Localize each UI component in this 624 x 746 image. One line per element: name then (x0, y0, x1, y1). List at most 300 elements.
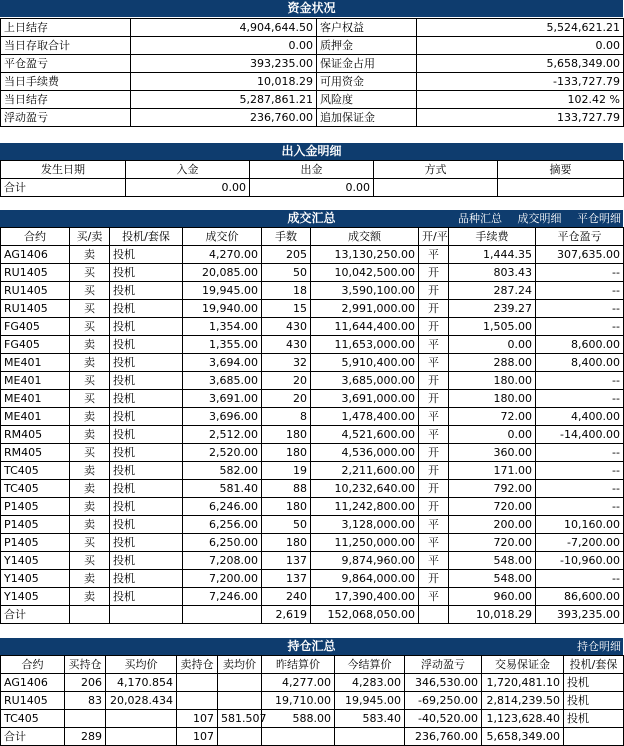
funds-value: -133,727.79 (417, 73, 624, 91)
table-cell: 180 (262, 498, 311, 516)
table-cell: 18 (262, 282, 311, 300)
table-row (1, 674, 624, 692)
total-cell (106, 728, 177, 746)
total-cell (419, 606, 449, 624)
table-cell: P1405 (1, 534, 70, 552)
table-cell: -- (536, 372, 624, 390)
close-detail-link[interactable]: 平仓明细 (577, 212, 621, 225)
table-cell: 13,130,250.00 (311, 246, 419, 264)
table-cell: 开 (419, 264, 449, 282)
inout-table (0, 160, 624, 197)
table-cell: 4,277.00 (262, 674, 335, 692)
table-cell: 开 (419, 570, 449, 588)
table-cell: TC405 (1, 480, 70, 498)
inout-section (0, 160, 623, 197)
table-row (1, 444, 624, 462)
table-cell: 1,123,628.40 (482, 710, 564, 728)
table-cell: 581.507 (218, 710, 262, 728)
table-row (1, 692, 624, 710)
table-cell: 0.00 (449, 336, 536, 354)
table-cell: 287.24 (449, 282, 536, 300)
table-row (1, 588, 624, 606)
table-cell: P1405 (1, 498, 70, 516)
table-cell: -- (536, 498, 624, 516)
funds-label: 浮动盈亏 (1, 109, 131, 127)
table-cell: 19 (262, 462, 311, 480)
table-cell: 180 (262, 534, 311, 552)
table-cell: -- (536, 282, 624, 300)
table-cell: RM405 (1, 444, 70, 462)
table-cell: 开 (419, 390, 449, 408)
table-row (1, 498, 624, 516)
table-cell (65, 710, 106, 728)
table-cell: Y1405 (1, 570, 70, 588)
table-cell: 4,283.00 (335, 674, 405, 692)
table-cell: RU1405 (1, 300, 70, 318)
table-cell: 3,696.00 (183, 408, 262, 426)
table-cell: 投机 (110, 390, 183, 408)
table-cell: RU1405 (1, 282, 70, 300)
table-cell: 803.43 (449, 264, 536, 282)
total-cell: 合计 (1, 179, 126, 197)
column-header: 今结算价 (335, 656, 405, 674)
column-header: 入金 (126, 161, 250, 179)
total-cell (564, 728, 624, 746)
table-cell: 1,505.00 (449, 318, 536, 336)
table-cell: 548.00 (449, 552, 536, 570)
table-cell: -- (536, 300, 624, 318)
table-cell: 投机 (110, 534, 183, 552)
table-cell: 投机 (110, 408, 183, 426)
funds-label: 当日手续费 (1, 73, 131, 91)
table-cell: 投机 (110, 426, 183, 444)
table-cell: 2,814,239.50 (482, 692, 564, 710)
column-header: 成交额 (311, 228, 419, 246)
column-header: 摘要 (498, 161, 624, 179)
table-cell: 投机 (110, 552, 183, 570)
table-cell: 平 (419, 408, 449, 426)
table-cell: -- (536, 444, 624, 462)
table-cell: 6,256.00 (183, 516, 262, 534)
table-cell: 投机 (110, 372, 183, 390)
table-cell: 卖 (70, 354, 110, 372)
table-cell: 107 (177, 710, 218, 728)
positions-section (0, 655, 623, 746)
table-cell: 投机 (110, 318, 183, 336)
table-cell: 卖 (70, 570, 110, 588)
table-cell: 开 (419, 300, 449, 318)
table-row (1, 516, 624, 534)
table-cell: 1,720,481.10 (482, 674, 564, 692)
table-cell: 2,520.00 (183, 444, 262, 462)
table-cell: 平 (419, 552, 449, 570)
table-cell: 240 (262, 588, 311, 606)
table-cell: 0.00 (449, 426, 536, 444)
table-cell: 200.00 (449, 516, 536, 534)
total-cell: 289 (65, 728, 106, 746)
funds-label: 风险度 (317, 91, 417, 109)
table-cell: 4,521,600.00 (311, 426, 419, 444)
table-cell: 1,355.00 (183, 336, 262, 354)
table-cell: -- (536, 570, 624, 588)
table-cell: 720.00 (449, 498, 536, 516)
table-cell: RU1405 (1, 264, 70, 282)
table-cell: 卖 (70, 498, 110, 516)
table-row (1, 282, 624, 300)
column-header: 买持仓 (65, 656, 106, 674)
table-row (1, 336, 624, 354)
table-cell: 3,694.00 (183, 354, 262, 372)
table-cell (177, 692, 218, 710)
table-cell: 卖 (70, 246, 110, 264)
table-cell: 11,250,000.00 (311, 534, 419, 552)
table-cell: 10,232,640.00 (311, 480, 419, 498)
table-cell: 180 (262, 444, 311, 462)
column-header: 成交价 (183, 228, 262, 246)
table-cell: 3,128,000.00 (311, 516, 419, 534)
funds-value: 5,524,621.21 (417, 19, 624, 37)
table-cell: RU1405 (1, 692, 65, 710)
column-header: 投机/套保 (564, 656, 624, 674)
table-cell: 3,590,100.00 (311, 282, 419, 300)
table-cell: 4,400.00 (536, 408, 624, 426)
funds-label: 当日存取合计 (1, 37, 131, 55)
table-cell: 开 (419, 318, 449, 336)
funds-label: 可用资金 (317, 73, 417, 91)
table-cell: 19,710.00 (262, 692, 335, 710)
table-cell: 307,635.00 (536, 246, 624, 264)
table-cell: FG405 (1, 336, 70, 354)
table-cell: 11,242,800.00 (311, 498, 419, 516)
funds-label: 质押金 (317, 37, 417, 55)
funds-value: 5,287,861.21 (131, 91, 317, 109)
table-cell: 买 (70, 264, 110, 282)
column-header: 买/卖 (70, 228, 110, 246)
table-cell: 792.00 (449, 480, 536, 498)
table-cell: Y1405 (1, 552, 70, 570)
table-cell: 960.00 (449, 588, 536, 606)
table-row (1, 264, 624, 282)
table-cell: 平 (419, 426, 449, 444)
column-header: 平仓盈亏 (536, 228, 624, 246)
table-cell: 平 (419, 246, 449, 264)
table-cell: 83 (65, 692, 106, 710)
trade-detail-link[interactable]: 成交明细 (517, 212, 562, 225)
table-cell: 588.00 (262, 710, 335, 728)
table-cell (218, 692, 262, 710)
table-cell: 9,874,960.00 (311, 552, 419, 570)
table-cell: 180.00 (449, 390, 536, 408)
table-cell: 投机 (110, 462, 183, 480)
column-header: 卖均价 (218, 656, 262, 674)
funds-title: 资金状况 (287, 1, 336, 15)
table-cell: 4,536,000.00 (311, 444, 419, 462)
table-cell: 3,685,000.00 (311, 372, 419, 390)
table-cell: 20 (262, 372, 311, 390)
table-cell: 171.00 (449, 462, 536, 480)
table-cell: 投机 (110, 264, 183, 282)
total-cell (262, 728, 335, 746)
column-header: 浮动盈亏 (405, 656, 482, 674)
table-cell: -- (536, 480, 624, 498)
table-cell: 卖 (70, 480, 110, 498)
table-cell: -- (536, 318, 624, 336)
table-cell: 买 (70, 300, 110, 318)
table-cell: 346,530.00 (405, 674, 482, 692)
total-cell: 107 (177, 728, 218, 746)
table-cell: 投机 (110, 282, 183, 300)
column-header: 昨结算价 (262, 656, 335, 674)
column-header: 合约 (1, 228, 70, 246)
table-cell: 3,685.00 (183, 372, 262, 390)
table-cell: 投机 (564, 674, 624, 692)
trades-title: 成交汇总 (287, 211, 336, 225)
total-cell: 393,235.00 (536, 606, 624, 624)
table-cell: 205 (262, 246, 311, 264)
table-cell: 137 (262, 570, 311, 588)
table-cell: 581.40 (183, 480, 262, 498)
table-cell: 卖 (70, 462, 110, 480)
table-cell: 19,945.00 (183, 282, 262, 300)
table-cell: 10,042,500.00 (311, 264, 419, 282)
table-cell: FG405 (1, 318, 70, 336)
table-cell: 8 (262, 408, 311, 426)
table-cell: 开 (419, 498, 449, 516)
table-cell: 88 (262, 480, 311, 498)
table-cell: 买 (70, 552, 110, 570)
table-cell: 开 (419, 444, 449, 462)
trades-section (0, 227, 623, 624)
table-cell: 卖 (70, 408, 110, 426)
variety-summary-link[interactable]: 品种汇总 (458, 212, 502, 225)
table-cell: 6,246.00 (183, 498, 262, 516)
table-cell: 11,653,000.00 (311, 336, 419, 354)
total-cell (70, 606, 110, 624)
table-cell (218, 674, 262, 692)
trades-table (0, 227, 624, 624)
table-cell: TC405 (1, 710, 65, 728)
table-cell: 买 (70, 318, 110, 336)
table-cell: 180 (262, 426, 311, 444)
table-cell: 239.27 (449, 300, 536, 318)
funds-table (0, 18, 624, 127)
table-row (1, 710, 624, 728)
funds-value: 4,904,644.50 (131, 19, 317, 37)
funds-label: 保证金占用 (317, 55, 417, 73)
total-cell: 10,018.29 (449, 606, 536, 624)
table-cell: 投机 (110, 570, 183, 588)
table-row (1, 462, 624, 480)
table-row (1, 318, 624, 336)
table-cell: 买 (70, 534, 110, 552)
funds-row (1, 55, 624, 73)
funds-section (0, 18, 623, 127)
table-cell: 买 (70, 444, 110, 462)
table-cell: -- (536, 462, 624, 480)
column-header: 投机/套保 (110, 228, 183, 246)
funds-row (1, 109, 624, 127)
table-cell: -7,200.00 (536, 534, 624, 552)
table-cell: 买 (70, 282, 110, 300)
table-cell (106, 710, 177, 728)
table-cell: AG1406 (1, 246, 70, 264)
inout-total-row (1, 179, 624, 197)
total-cell (218, 728, 262, 746)
column-header: 方式 (374, 161, 498, 179)
total-cell (110, 606, 183, 624)
positions-table (0, 655, 624, 746)
table-cell: 投机 (110, 444, 183, 462)
column-header: 卖持仓 (177, 656, 218, 674)
table-row (1, 552, 624, 570)
funds-label: 追加保证金 (317, 109, 417, 127)
table-cell: 360.00 (449, 444, 536, 462)
funds-label: 当日结存 (1, 91, 131, 109)
inout-title: 出入金明细 (281, 144, 342, 158)
table-cell: 投机 (110, 516, 183, 534)
table-cell: 430 (262, 336, 311, 354)
table-cell (177, 674, 218, 692)
total-cell (374, 179, 498, 197)
table-row (1, 570, 624, 588)
column-header: 开/平 (419, 228, 449, 246)
table-cell: 50 (262, 264, 311, 282)
funds-row (1, 19, 624, 37)
total-cell (183, 606, 262, 624)
funds-value: 133,727.79 (417, 109, 624, 127)
table-cell: 买 (70, 390, 110, 408)
table-cell: 72.00 (449, 408, 536, 426)
table-cell: 32 (262, 354, 311, 372)
funds-row (1, 73, 624, 91)
table-cell: 430 (262, 318, 311, 336)
table-cell: 20,085.00 (183, 264, 262, 282)
table-row (1, 480, 624, 498)
table-cell: 投机 (110, 300, 183, 318)
table-cell: 平 (419, 516, 449, 534)
table-cell: 开 (419, 462, 449, 480)
column-header: 手续费 (449, 228, 536, 246)
trades-header-row (1, 228, 624, 246)
table-cell: 1,444.35 (449, 246, 536, 264)
funds-row (1, 91, 624, 109)
table-cell: TC405 (1, 462, 70, 480)
table-cell: 平 (419, 534, 449, 552)
table-cell: 卖 (70, 336, 110, 354)
column-header: 出金 (250, 161, 374, 179)
funds-value: 0.00 (131, 37, 317, 55)
total-cell: 236,760.00 (405, 728, 482, 746)
table-cell: -10,960.00 (536, 552, 624, 570)
table-row (1, 372, 624, 390)
table-cell: 7,208.00 (183, 552, 262, 570)
table-cell: 19,940.00 (183, 300, 262, 318)
table-cell: 2,512.00 (183, 426, 262, 444)
funds-value: 5,658,349.00 (417, 55, 624, 73)
table-cell: 3,691.00 (183, 390, 262, 408)
table-cell: 卖 (70, 426, 110, 444)
total-cell: 合计 (1, 728, 65, 746)
table-cell: 9,864,000.00 (311, 570, 419, 588)
column-header: 合约 (1, 656, 65, 674)
table-row (1, 408, 624, 426)
table-cell: 卖 (70, 588, 110, 606)
table-cell: 582.00 (183, 462, 262, 480)
funds-value: 102.42 % (417, 91, 624, 109)
table-cell: 投机 (110, 588, 183, 606)
table-cell: 开 (419, 480, 449, 498)
table-cell: 7,200.00 (183, 570, 262, 588)
table-cell: 19,945.00 (335, 692, 405, 710)
total-cell: 5,658,349.00 (482, 728, 564, 746)
table-cell: 投机 (110, 354, 183, 372)
table-cell: ME401 (1, 408, 70, 426)
position-detail-link[interactable]: 持仓明细 (577, 640, 621, 653)
total-cell: 2,619 (262, 606, 311, 624)
trades-total-row (1, 606, 624, 624)
table-cell: 投机 (564, 692, 624, 710)
table-cell: 8,600.00 (536, 336, 624, 354)
table-cell: 卖 (70, 516, 110, 534)
table-cell: 平 (419, 354, 449, 372)
table-cell: 20,028.434 (106, 692, 177, 710)
table-cell: 投机 (110, 498, 183, 516)
column-header: 手数 (262, 228, 311, 246)
table-cell: 1,354.00 (183, 318, 262, 336)
trades-links (446, 210, 621, 227)
table-cell: ME401 (1, 354, 70, 372)
table-cell: 548.00 (449, 570, 536, 588)
table-cell: 投机 (110, 480, 183, 498)
positions-header-row (1, 656, 624, 674)
funds-value: 393,235.00 (131, 55, 317, 73)
table-cell: 5,910,400.00 (311, 354, 419, 372)
funds-label: 平仓盈亏 (1, 55, 131, 73)
table-cell: 4,170.854 (106, 674, 177, 692)
table-cell: P1405 (1, 516, 70, 534)
table-cell: 开 (419, 372, 449, 390)
funds-value: 236,760.00 (131, 109, 317, 127)
column-header: 发生日期 (1, 161, 126, 179)
table-cell: 3,691,000.00 (311, 390, 419, 408)
funds-label: 客户权益 (317, 19, 417, 37)
table-cell: 平 (419, 588, 449, 606)
table-cell: RM405 (1, 426, 70, 444)
table-row (1, 246, 624, 264)
table-cell: 720.00 (449, 534, 536, 552)
column-header: 交易保证金 (482, 656, 564, 674)
table-cell: ME401 (1, 372, 70, 390)
funds-row (1, 37, 624, 55)
table-row (1, 534, 624, 552)
funds-value: 0.00 (417, 37, 624, 55)
table-cell: 7,246.00 (183, 588, 262, 606)
table-row (1, 300, 624, 318)
table-cell: 投机 (110, 246, 183, 264)
table-cell: 1,478,400.00 (311, 408, 419, 426)
table-cell: 11,644,400.00 (311, 318, 419, 336)
table-cell: -14,400.00 (536, 426, 624, 444)
table-cell: -- (536, 390, 624, 408)
table-cell: 50 (262, 516, 311, 534)
table-row (1, 390, 624, 408)
inout-header-row (1, 161, 624, 179)
table-cell: 206 (65, 674, 106, 692)
table-cell: 86,600.00 (536, 588, 624, 606)
funds-header (0, 0, 623, 17)
table-cell: -69,250.00 (405, 692, 482, 710)
table-cell: 17,390,400.00 (311, 588, 419, 606)
